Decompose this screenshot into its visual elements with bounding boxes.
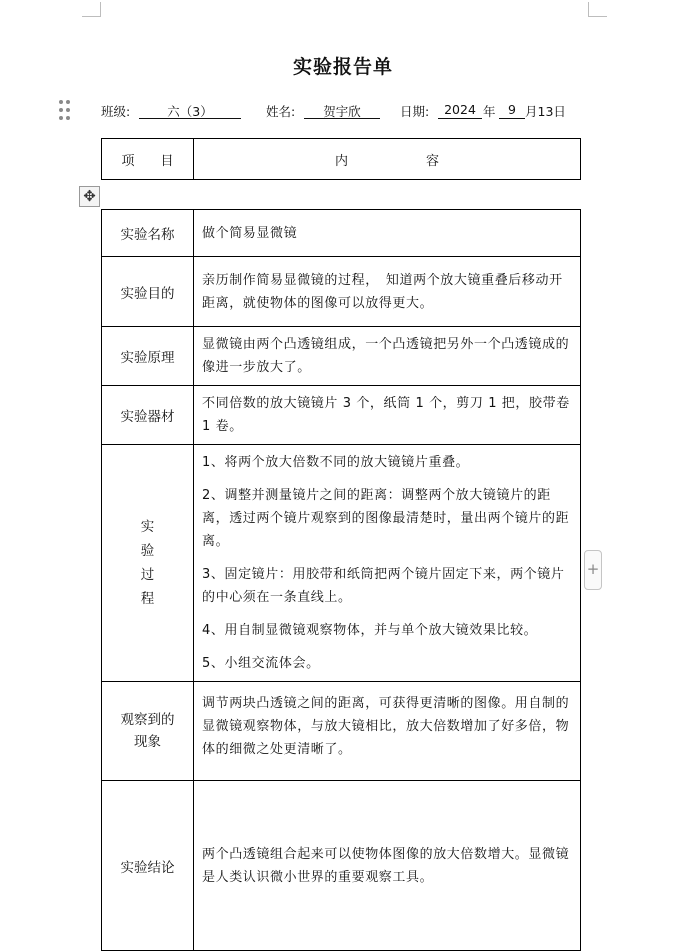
table-row — [102, 327, 581, 386]
row-label: 实验目的 — [102, 257, 194, 327]
row-content[interactable]: 做个简易显微镜 — [194, 210, 581, 257]
move-arrows-icon[interactable]: ✥ — [79, 186, 100, 207]
table-row — [102, 386, 581, 445]
observation-label-line: 现象 — [134, 734, 161, 750]
process-step: 3、固定镜片：用胶带和纸筒把两个镜片固定下来，两个镜片的中心须在一条直线上。 — [202, 567, 565, 605]
process-step: 2、调整并测量镜片之间的距离：调整两个放大镜镜片的距离，透过两个镜片观察到的图像最清楚时，量出两个镜片的距离。 — [202, 488, 570, 549]
process-step: 5、小组交流体会。 — [202, 656, 320, 671]
process-step: 4、用自制显微镜观察物体，并与单个放大镜效果比较。 — [202, 623, 538, 638]
observation-label-line: 观察到的 — [120, 712, 175, 728]
name-label: 姓名: — [266, 104, 296, 119]
process-label-char: 验 — [140, 543, 155, 559]
process-label-char: 实 — [140, 519, 155, 535]
row-content[interactable]: 调节两块凸透镜之间的距离，可获得更清晰的图像。用自制的显微镜观察物体，与放大镜相比，放大倍数增加了好多倍，物体的细微之处更清晰了。 — [194, 682, 581, 781]
row-content[interactable]: 亲历制作简易显微镜的过程， 知道两个放大镜重叠后移动开距离，就使物体的图像可以放得更大。 — [194, 257, 581, 327]
row-label: 实验原理 — [102, 327, 194, 386]
row-content[interactable]: 显微镜由两个凸透镜组成，一个凸透镜把另外一个凸透镜成的像进一步放大了。 — [194, 327, 581, 386]
name-value[interactable]: 贺宇欣 — [304, 102, 380, 119]
process-steps[interactable] — [194, 445, 581, 682]
process-step: 1、将两个放大倍数不同的放大镜镜片重叠。 — [202, 455, 470, 470]
process-label — [102, 445, 194, 682]
table-row — [102, 210, 581, 257]
table-row — [102, 781, 581, 951]
process-label-char: 程 — [140, 591, 155, 607]
header-content-cell: 内 容 — [194, 139, 581, 180]
header-item-cell: 项 目 — [102, 139, 194, 180]
year-unit: 年 — [483, 104, 496, 119]
row-label — [102, 682, 194, 781]
row-label: 实验结论 — [102, 781, 194, 951]
page-title: 实验报告单 — [292, 56, 393, 78]
year-value[interactable]: 2024 — [438, 102, 482, 119]
table-row — [102, 257, 581, 327]
row-content[interactable]: 不同倍数的放大镜镜片 3 个，纸筒 1 个，剪刀 1 把，胶带卷 1 卷。 — [194, 386, 581, 445]
row-content[interactable]: 两个凸透镜组合起来可以使物体图像的放大倍数增大。显微镜是人类认识微小世界的重要观察工具。 — [194, 781, 581, 951]
table-row — [102, 445, 581, 682]
plus-icon[interactable]: + — [584, 550, 602, 590]
drag-dots-icon[interactable] — [58, 99, 72, 121]
row-label: 实验名称 — [102, 210, 194, 257]
date-label: 日期: — [400, 104, 430, 119]
table-row — [102, 682, 581, 781]
month-value[interactable]: 9 — [499, 102, 525, 119]
row-label: 实验器材 — [102, 386, 194, 445]
class-label: 班级: — [101, 104, 131, 119]
report-table — [101, 209, 581, 951]
class-value[interactable]: 六（3） — [139, 102, 241, 119]
page-corner-mark-left — [82, 2, 101, 17]
day-text: 月13日 — [525, 104, 566, 119]
process-label-char: 过 — [140, 567, 155, 583]
header-table — [101, 138, 581, 180]
page-corner-mark-right — [588, 2, 607, 17]
